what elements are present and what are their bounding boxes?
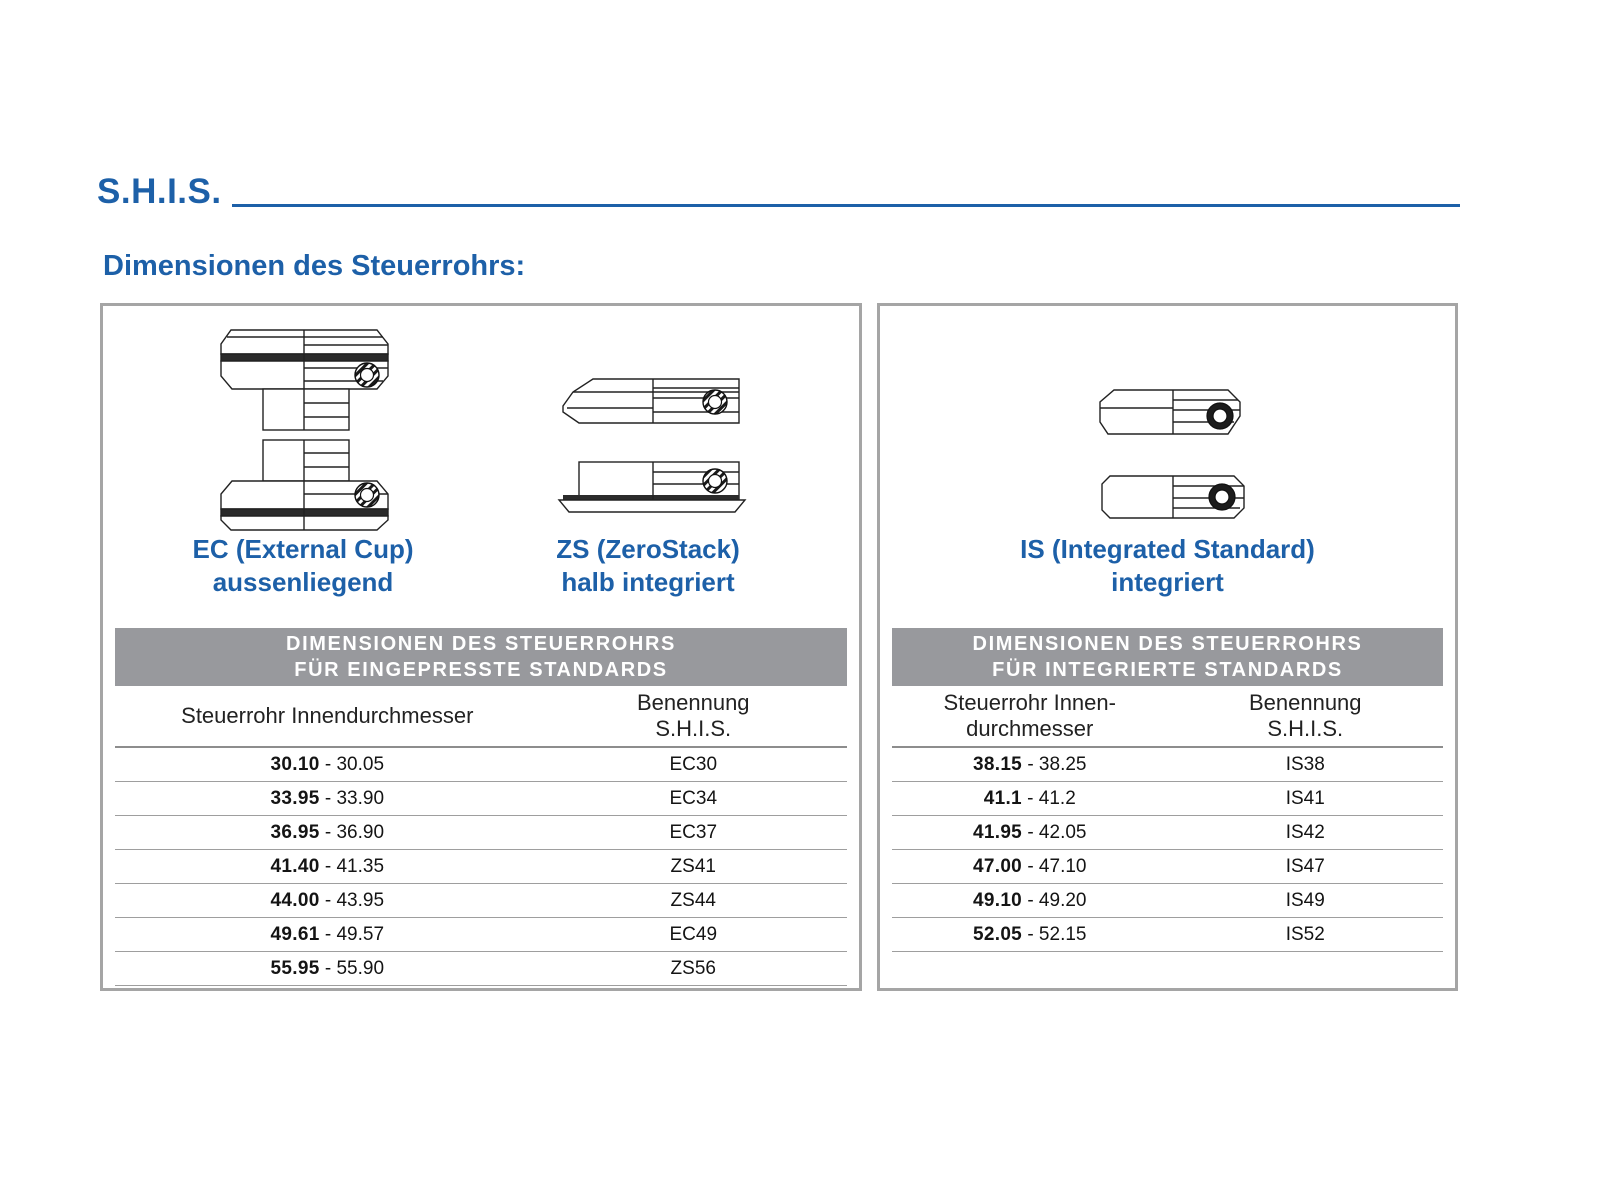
pressed-standards-panel	[100, 303, 862, 991]
table-row	[115, 884, 847, 918]
title-rule-line	[232, 204, 1460, 207]
table-row	[115, 782, 847, 816]
column-header-diameter: Steuerrohr Innen- durchmesser	[943, 690, 1116, 741]
shis-code-cell: ZS41	[670, 855, 716, 877]
shis-code-cell: IS42	[1285, 821, 1325, 843]
diameter-range-cell: 33.95 - 33.90	[270, 787, 385, 809]
diameter-range-cell: 41.95 - 42.05	[973, 821, 1087, 843]
zs-label-line2: halb integriert	[561, 567, 735, 597]
table-title-line1: DIMENSIONEN DES STEUERROHRS	[286, 633, 676, 655]
is-label-line2: integriert	[1111, 567, 1224, 597]
diameter-range-cell: 41.40 - 41.35	[270, 855, 385, 877]
zs-headset-diagram-icon	[553, 362, 753, 532]
table-title-line2: FÜR EINGEPRESSTE STANDARDS	[294, 659, 668, 681]
shis-code-cell: EC49	[669, 923, 718, 945]
table-row	[892, 782, 1443, 816]
table-row	[115, 918, 847, 952]
column-header-diameter: Steuerrohr Innendurchmesser	[181, 703, 474, 728]
diameter-range-cell: 38.15 - 38.25	[973, 753, 1087, 775]
table-title-bar	[115, 628, 847, 686]
table-column-headers	[115, 686, 847, 748]
table-row	[892, 816, 1443, 850]
ec-diagram-label	[143, 533, 463, 599]
zs-diagram-label	[503, 533, 793, 599]
page-title: S.H.I.S.	[97, 172, 222, 211]
column-header-designation: Benennung S.H.I.S.	[636, 690, 750, 741]
integrated-standards-panel	[877, 303, 1458, 991]
ec-label-line1: EC (External Cup)	[192, 534, 414, 564]
table-row	[892, 850, 1443, 884]
is-diagram-label	[900, 533, 1435, 599]
table-body	[115, 748, 847, 986]
diameter-range-cell: 49.61 - 49.57	[270, 923, 385, 945]
table-row	[892, 884, 1443, 918]
table-row	[115, 850, 847, 884]
shis-code-cell: ZS56	[670, 957, 716, 979]
shis-code-cell: IS49	[1285, 889, 1325, 911]
ec-headset-diagram-icon	[207, 318, 402, 538]
diameter-range-cell: 44.00 - 43.95	[270, 889, 385, 911]
table-title-line1: DIMENSIONEN DES STEUERROHRS	[972, 633, 1363, 655]
zs-label-line1: ZS (ZeroStack)	[556, 534, 740, 564]
shis-code-cell: EC37	[669, 821, 718, 843]
shis-code-cell: EC30	[669, 753, 718, 775]
diameter-range-cell: 30.10 - 30.05	[270, 753, 385, 775]
table-row	[892, 918, 1443, 952]
diameter-range-cell: 49.10 - 49.20	[973, 889, 1087, 911]
column-header-designation: Benennung S.H.I.S.	[1248, 690, 1362, 741]
diameter-range-cell: 41.1 - 41.2	[983, 787, 1076, 809]
diameter-range-cell: 55.95 - 55.90	[270, 957, 385, 979]
is-headset-diagram-icon	[1088, 378, 1253, 533]
shis-code-cell: IS41	[1285, 787, 1325, 809]
table-row	[892, 748, 1443, 782]
shis-code-cell: IS52	[1285, 923, 1325, 945]
integrated-standards-table	[892, 628, 1443, 952]
table-body	[892, 748, 1443, 952]
shis-code-cell: IS47	[1285, 855, 1325, 877]
ec-label-line2: aussenliegend	[212, 567, 394, 597]
shis-code-cell: ZS44	[670, 889, 716, 911]
section-subtitle: Dimensionen des Steuerrohrs:	[103, 250, 526, 282]
shis-code-cell: IS38	[1285, 753, 1325, 775]
table-row	[115, 816, 847, 850]
diameter-range-cell: 52.05 - 52.15	[973, 923, 1087, 945]
table-row	[115, 748, 847, 782]
table-title-bar	[892, 628, 1443, 686]
diameter-range-cell: 47.00 - 47.10	[973, 855, 1087, 877]
table-row	[115, 952, 847, 986]
diameter-range-cell: 36.95 - 36.90	[270, 821, 385, 843]
table-title-line2: FÜR INTEGRIERTE STANDARDS	[992, 659, 1343, 681]
pressed-standards-table	[115, 628, 847, 986]
shis-code-cell: EC34	[669, 787, 718, 809]
table-column-headers	[892, 686, 1443, 748]
is-label-line1: IS (Integrated Standard)	[1020, 534, 1315, 564]
